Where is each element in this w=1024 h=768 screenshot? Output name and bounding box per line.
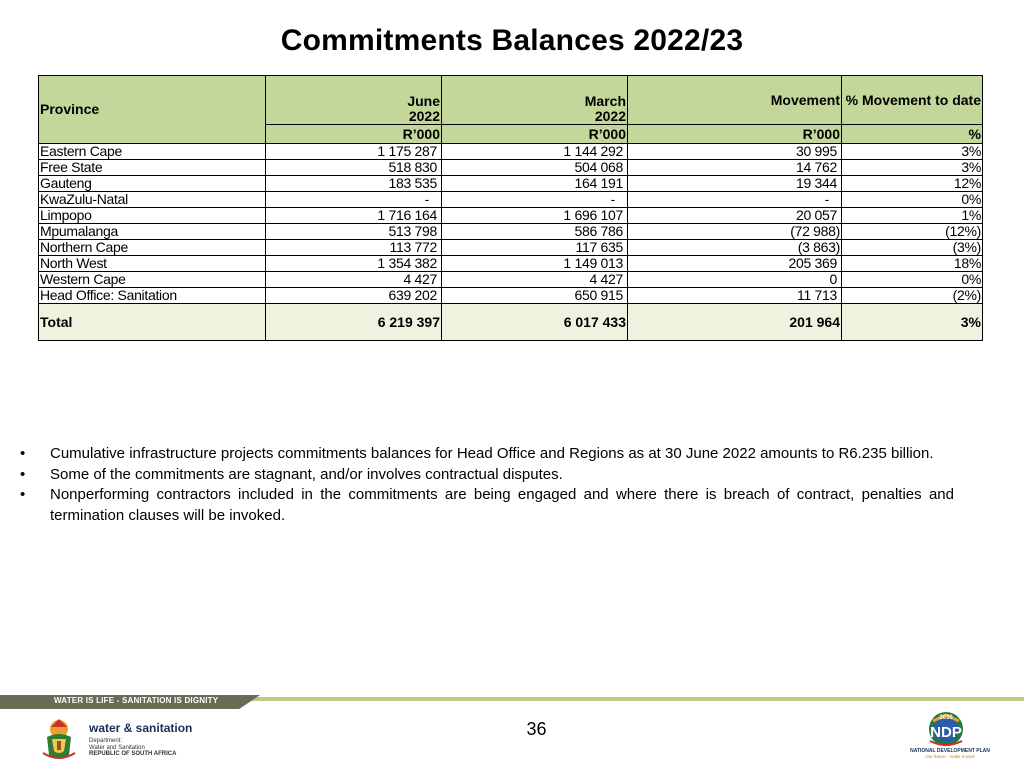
bullet-text: Nonperforming contractors included in the commitments are being engaged and where there is breach of contract, penalties and termination clauses will be invoked. [50,486,954,524]
cell-province: Eastern Cape [39,144,266,160]
svg-text:2030: 2030 [939,715,953,721]
cell-march: - [442,192,628,208]
table-row [39,272,983,288]
notes-list [20,444,954,526]
cell-june: 4 427 [266,272,442,288]
table-row [39,288,983,304]
cell-movement: 11 713 [628,288,842,304]
header-march: March 2022 [442,76,628,125]
ndp-title: NATIONAL DEVELOPMENT PLAN [910,748,990,754]
cell-march: 650 915 [442,288,628,304]
cell-march: 504 068 [442,160,628,176]
cell-pct: (2%) [842,288,983,304]
list-item [20,485,954,526]
ndp-slogan: Our future - make it work [925,754,975,759]
department-logo [37,717,207,761]
cell-pct: 1% [842,208,983,224]
cell-movement: 20 057 [628,208,842,224]
cell-march: 1 144 292 [442,144,628,160]
footer-band [0,695,1024,715]
cell-march: 4 427 [442,272,628,288]
cell-march: 1 149 013 [442,256,628,272]
dept-lines: Department: Water and Sanitation [89,738,145,751]
list-item [20,444,954,465]
cell-province: Head Office: Sanitation [39,288,266,304]
ndp-logo-icon [908,711,992,749]
dept-country: REPUBLIC OF SOUTH AFRICA [89,751,177,757]
cell-province: Limpopo [39,208,266,224]
bullet-icon: • [20,486,26,503]
cell-march: 586 786 [442,224,628,240]
footer-tagline: WATER IS LIFE - SANITATION IS DIGNITY [54,696,219,705]
cell-june: 513 798 [266,224,442,240]
commitments-table [38,75,983,341]
header-pct-movement: % Movement to date [842,76,983,125]
ndp-logo [908,711,992,765]
table-row [39,240,983,256]
table-row [39,144,983,160]
bullet-icon: • [20,465,26,483]
cell-province: Gauteng [39,176,266,192]
cell-march: 164 191 [442,176,628,192]
unit-movement: R’000 [628,125,842,144]
cell-pct: 18% [842,256,983,272]
header-province: Province [39,76,266,144]
header-movement: Movement [628,76,842,125]
cell-province: Mpumalanga [39,224,266,240]
table-row [39,192,983,208]
dept-name: water & sanitation [89,721,193,735]
svg-text:NDP: NDP [930,724,962,741]
cell-pct: 0% [842,192,983,208]
cell-movement: 0 [628,272,842,288]
cell-pct: 3% [842,160,983,176]
unit-march: R’000 [442,125,628,144]
cell-province: Northern Cape [39,240,266,256]
list-item [20,465,954,486]
unit-pct: % [842,125,983,144]
cell-june: 639 202 [266,288,442,304]
cell-pct: 12% [842,176,983,192]
cell-province: North West [39,256,266,272]
cell-pct: 0% [842,272,983,288]
cell-province: Western Cape [39,272,266,288]
cell-june: 1 716 164 [266,208,442,224]
table-header-row [39,76,983,125]
table-row [39,160,983,176]
bullet-text: Cumulative infrastructure projects commitments balances for Head Office and Regions as at 30 June 2022 amounts to R6.235 billion. [50,445,934,462]
cell-june: 1 175 287 [266,144,442,160]
header-june: June 2022 [266,76,442,125]
table-row [39,176,983,192]
table-row [39,256,983,272]
cell-province: Free State [39,160,266,176]
page-number: 36 [526,719,547,739]
cell-pct: 3% [842,144,983,160]
cell-movement: 14 762 [628,160,842,176]
cell-pct: (12%) [842,224,983,240]
cell-june: 183 535 [266,176,442,192]
unit-june: R’000 [266,125,442,144]
cell-movement: 205 369 [628,256,842,272]
coat-of-arms-icon [37,717,81,761]
cell-june: 518 830 [266,160,442,176]
bullet-icon: • [20,445,26,462]
page-title: Commitments Balances 2022/23 [280,24,744,57]
bullet-text: Some of the commitments are stagnant, and/or involves contractual disputes. [50,465,563,483]
cell-june: - [266,192,442,208]
cell-june: 1 354 382 [266,256,442,272]
table-row [39,208,983,224]
table-total-row [39,304,983,341]
cell-movement: (72 988) [628,224,842,240]
cell-march: 117 635 [442,240,628,256]
total-march: 6 017 433 [442,304,628,341]
cell-movement: - [628,192,842,208]
cell-pct: (3%) [842,240,983,256]
cell-movement: 30 995 [628,144,842,160]
table-row [39,224,983,240]
total-pct: 3% [842,304,983,341]
total-june: 6 219 397 [266,304,442,341]
cell-movement: 19 344 [628,176,842,192]
cell-province: KwaZulu-Natal [39,192,266,208]
total-label: Total [39,304,266,341]
cell-march: 1 696 107 [442,208,628,224]
cell-movement: (3 863) [628,240,842,256]
cell-june: 113 772 [266,240,442,256]
total-movement: 201 964 [628,304,842,341]
